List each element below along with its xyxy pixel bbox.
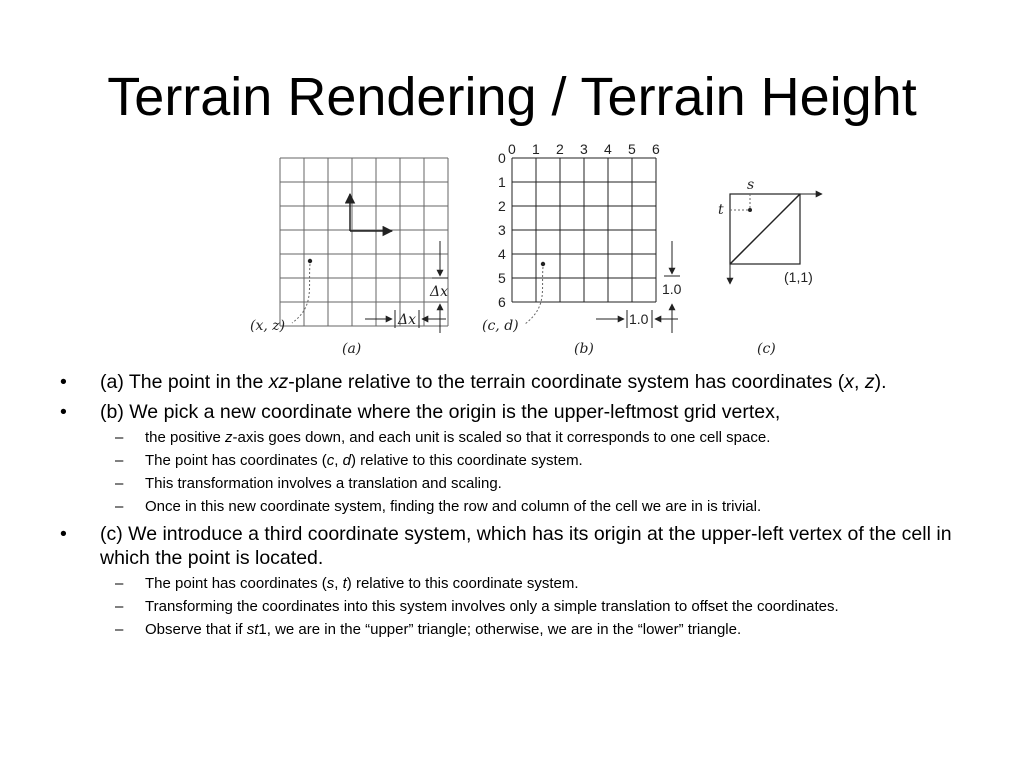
grid-b: [512, 158, 656, 302]
bullet-text-segment: s: [326, 575, 335, 592]
delta-vertical-label: Δx: [430, 284, 449, 300]
bullet-text-segment: (a) The point in the: [100, 371, 269, 393]
row-label: 6: [498, 294, 506, 310]
bullet-text-segment: t: [342, 575, 347, 592]
bullet-text-segment: The point has coordinates (: [145, 452, 327, 469]
sub-bullet-item: [60, 474, 995, 493]
bullet-item: [60, 400, 995, 424]
point-cd: [541, 262, 545, 266]
bullet-text-segment: z: [225, 429, 233, 446]
bullet-text-segment: x: [844, 371, 855, 393]
panel-a-caption: (a): [342, 341, 362, 357]
bullet-text-segment: -plane relative to the terrain coordinate system has coordinates (: [288, 371, 845, 393]
bullet-text-segment: (c) We introduce a third coordinate system, which has its origin at the upper-left vertex of the cell in which the point is located.: [100, 523, 952, 569]
point-cd-leader: [525, 267, 543, 324]
bullet-text-segment: xz: [268, 371, 289, 393]
s-label: s: [747, 177, 755, 193]
row-label: 4: [498, 246, 506, 262]
slide-title: Terrain Rendering / Terrain Height: [107, 67, 917, 127]
bullet-text-segment: (b) We pick a new coordinate where the origin is the upper-leftmost grid vertex,: [100, 401, 781, 423]
panel-a-diagram: [250, 158, 448, 357]
corner-label: (1,1): [784, 269, 813, 285]
cell-diagonal: [730, 194, 800, 264]
column-label: 4: [604, 141, 612, 157]
panel-b-diagram: [482, 141, 682, 357]
bullet-text-segment: Once in this new coordinate system, finding the row and column of the cell we are in is trivial.: [145, 498, 762, 515]
row-label: 5: [498, 270, 506, 286]
bullet-text-segment: 1, we are in the “upper” triangle; otherwise, we are in the “lower” triangle.: [258, 621, 742, 638]
point-cd-label: (c, d): [482, 318, 519, 334]
grid-a: [280, 158, 448, 326]
sub-bullet-item: [60, 597, 995, 616]
panel-c-caption: (c): [757, 341, 776, 357]
sub-bullet-item: [60, 451, 995, 470]
figure-drawing: [220, 138, 840, 363]
delta-horizontal-label: Δx: [398, 312, 417, 328]
bullet-text-segment: The point has coordinates (: [145, 575, 327, 592]
row-labels-b: [498, 150, 506, 310]
unit-horizontal-label: 1.0: [629, 311, 649, 327]
sub-bullet-item: [60, 497, 995, 516]
bullet-text-segment: ).: [874, 371, 887, 393]
column-label: 1: [532, 141, 540, 157]
sub-bullet-item: [60, 574, 995, 593]
row-label: 1: [498, 174, 506, 190]
sub-bullet-item: [60, 620, 995, 639]
unit-vertical-label: 1.0: [662, 281, 682, 297]
coordinate-systems-figure: [220, 138, 840, 363]
panel-c-diagram: [718, 177, 822, 357]
bullet-text-segment: ,: [854, 371, 865, 393]
bullet-item: [60, 522, 995, 570]
sub-bullet-item: [60, 428, 995, 447]
column-label: 2: [556, 141, 564, 157]
bullet-list: [60, 364, 995, 639]
bullet-text-segment: -axis goes down, and each unit is scaled so that it corresponds to one cell space.: [232, 429, 771, 446]
column-label: 6: [652, 141, 660, 157]
bullet-text-segment: c: [326, 452, 335, 469]
row-label: 2: [498, 198, 506, 214]
bullet-text-segment: the positive: [145, 429, 226, 446]
bullet-text-segment: Observe that if: [145, 621, 247, 638]
point-xz-leader: [292, 264, 310, 323]
column-label: 0: [508, 141, 516, 157]
bullet-text-segment: ,: [334, 575, 343, 592]
bullet-text-segment: d: [342, 452, 351, 469]
bullet-text-segment: This transformation involves a translation and scaling.: [145, 475, 502, 492]
bullet-text-segment: ) relative to this coordinate system.: [346, 575, 579, 592]
bullet-text-segment: ) relative to this coordinate system.: [350, 452, 583, 469]
column-label: 3: [580, 141, 588, 157]
t-label: t: [718, 202, 724, 218]
column-label: 5: [628, 141, 636, 157]
bullet-text-segment: Transforming the coordinates into this system involves only a simple translation to offset the coordinates.: [145, 598, 839, 615]
row-label: 3: [498, 222, 506, 238]
bullet-item: [60, 370, 995, 394]
point-xz: [308, 259, 312, 263]
column-labels-b: [508, 141, 660, 157]
panel-b-caption: (b): [574, 341, 594, 357]
bullet-text-segment: st: [246, 621, 259, 638]
bullet-text-segment: z: [864, 371, 875, 393]
row-label: 0: [498, 150, 506, 166]
point-xz-label: (x, z): [250, 318, 286, 334]
bullet-text-segment: ,: [334, 452, 343, 469]
